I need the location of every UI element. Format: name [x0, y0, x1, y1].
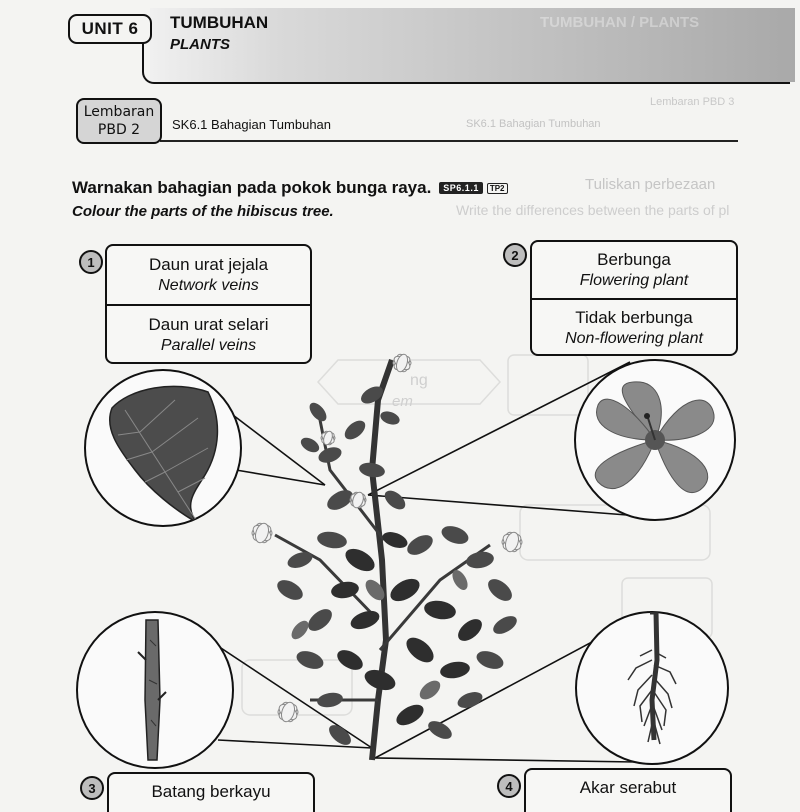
question-number-3: 3: [80, 776, 104, 800]
unit-tab: UNIT 6: [68, 14, 152, 44]
option-ms: Daun urat selari: [148, 315, 269, 334]
option-woody-stem[interactable]: [109, 774, 313, 802]
option-flowering-plant[interactable]: [532, 242, 736, 298]
question-3-options: [107, 772, 315, 812]
bleed-through-center-line2: em: [392, 393, 413, 410]
option-non-flowering-plant[interactable]: [532, 298, 736, 354]
bleed-through-header: TUMBUHAN / PLANTS: [540, 14, 700, 31]
instruction-en: Colour the parts of the hibiscus tree.: [72, 203, 334, 220]
hibiscus-flower-icon: [575, 360, 735, 520]
question-2-options: [530, 240, 738, 356]
option-en: Network veins: [158, 277, 259, 294]
question-number-2: 2: [503, 243, 527, 267]
woody-stem-icon: [77, 612, 233, 768]
worksheet-label-line2: PBD 2: [97, 122, 141, 138]
connector-lines: [168, 362, 648, 762]
option-en: Parallel veins: [160, 337, 257, 354]
option-ms: Batang berkayu: [151, 782, 271, 801]
worksheet-label-line1: Lembaran: [83, 104, 155, 120]
tp-tag: TP2: [487, 183, 508, 194]
leaf-icon: [85, 370, 241, 526]
option-parallel-veins[interactable]: [107, 304, 310, 362]
instruction-ms-text: Warnakan bahagian pada pokok bunga raya.: [72, 178, 432, 197]
standard-tag: SP6.1.1: [439, 182, 483, 194]
unit-title: TUMBUHAN: [170, 13, 269, 32]
bleed-through-center-line1: ng: [410, 372, 428, 389]
option-network-veins[interactable]: [107, 246, 310, 304]
question-number-4: 4: [497, 774, 521, 798]
hibiscus-bush-icon: [250, 353, 523, 760]
bleed-through-topic: SK6.1 Bahagian Tumbuhan: [466, 118, 601, 130]
question-number-1: 1: [79, 250, 103, 274]
question-4-options: [524, 768, 732, 812]
fibrous-root-icon: [576, 612, 728, 764]
unit-subtitle: PLANTS: [170, 36, 230, 53]
option-fibrous-root[interactable]: [526, 770, 730, 798]
topic-text: SK6.1 Bahagian Tumbuhan: [172, 117, 332, 132]
option-en: Non-flowering plant: [565, 330, 703, 347]
bleed-through-instruction-en: Write the differences between the parts of pl: [456, 202, 730, 218]
option-en: Flowering plant: [579, 272, 689, 289]
bleed-through-label: Lembaran PBD 3: [650, 96, 735, 108]
option-ms: Daun urat jejala: [148, 255, 269, 274]
question-1-options: [105, 244, 312, 364]
option-ms: Berbunga: [597, 250, 671, 269]
bleed-through-instruction: Tuliskan perbezaan: [585, 176, 716, 193]
option-ms: Tidak berbunga: [575, 308, 693, 327]
option-ms: Akar serabut: [579, 778, 677, 797]
